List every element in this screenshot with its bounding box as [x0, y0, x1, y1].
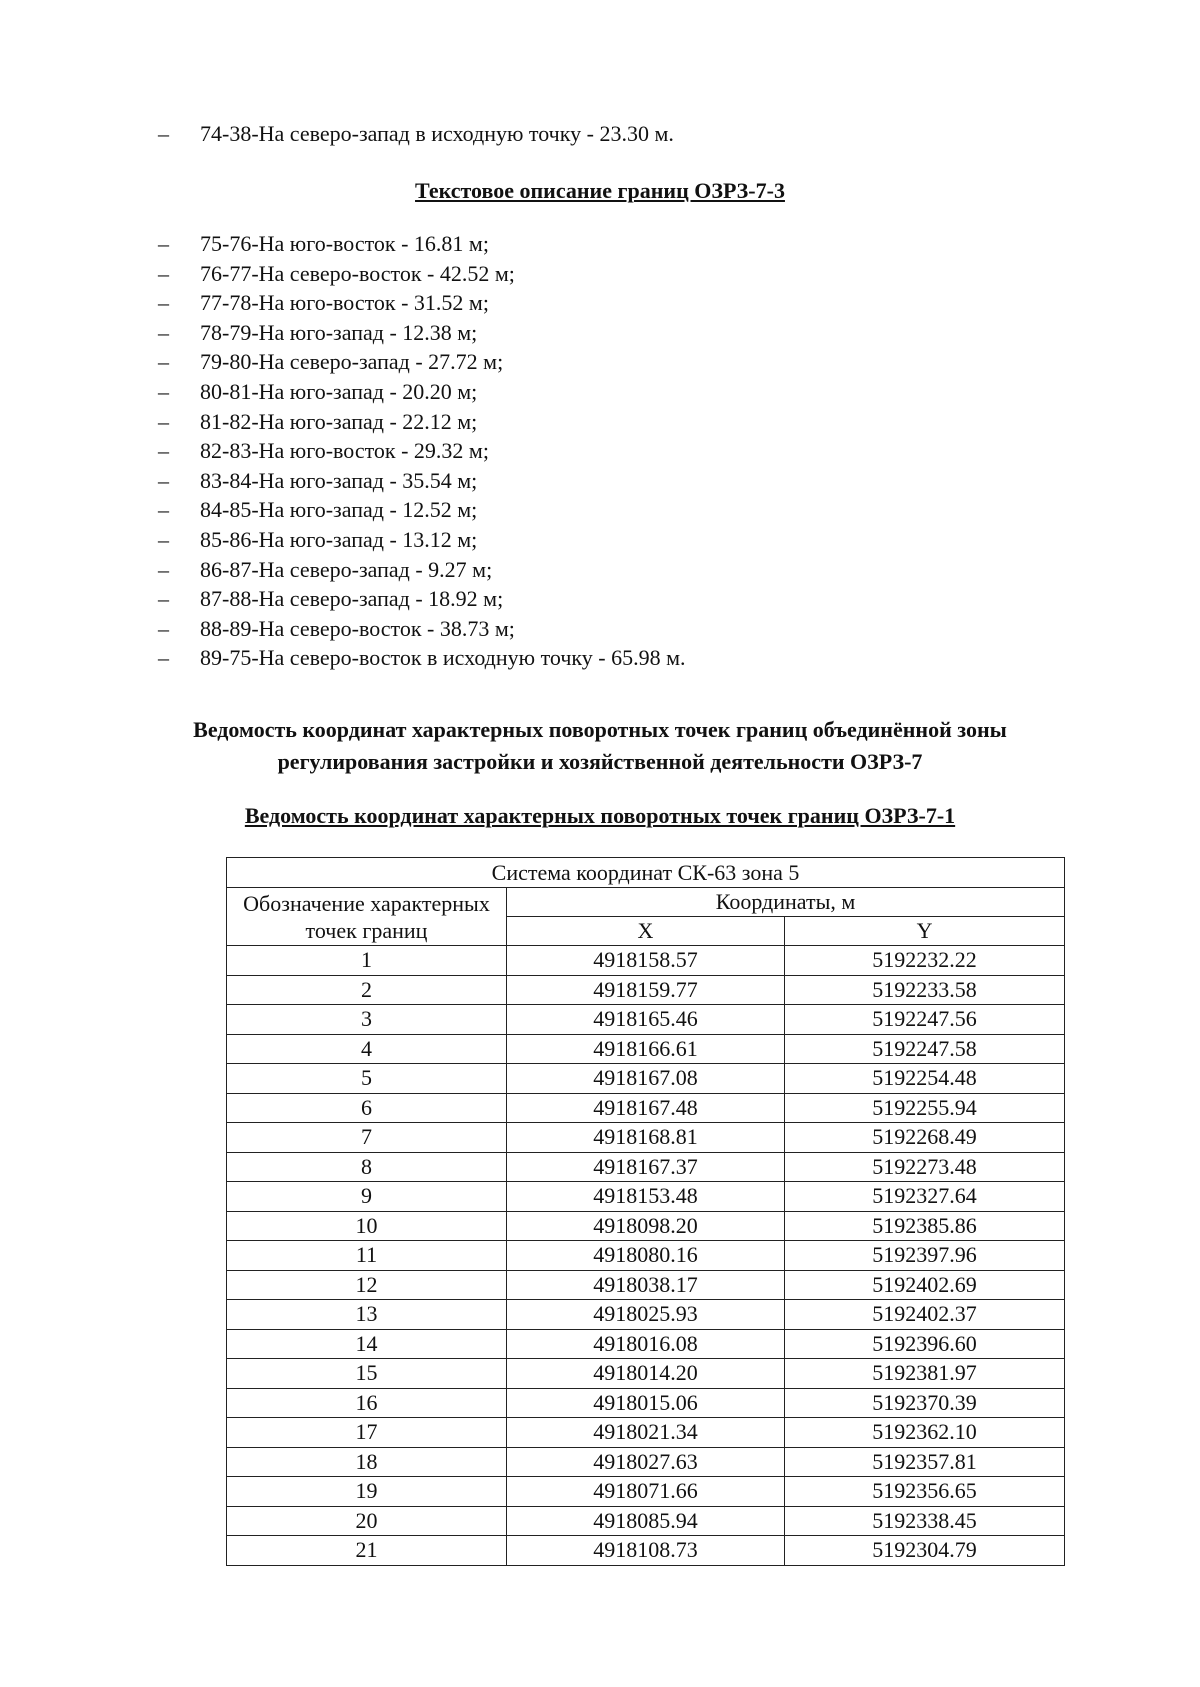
y-coordinate-cell: 5192232.22 — [785, 946, 1065, 976]
x-coordinate-cell: 4918159.77 — [507, 975, 785, 1005]
boundary-list-item — [155, 495, 686, 525]
boundary-list-item-text: 78-79-На юго-запад - 12.38 м; — [200, 319, 478, 345]
boundary-list-item — [155, 318, 686, 348]
x-coordinate-cell: 4918167.48 — [507, 1093, 785, 1123]
table-row — [227, 1506, 1065, 1536]
x-coordinate-cell: 4918027.63 — [507, 1447, 785, 1477]
y-coordinate-cell: 5192233.58 — [785, 975, 1065, 1005]
y-coordinate-cell: 5192381.97 — [785, 1359, 1065, 1389]
point-number-cell: 10 — [227, 1211, 507, 1241]
table-row — [227, 1388, 1065, 1418]
dash-mark: – — [158, 467, 169, 493]
boundary-list-item-text: 86-87-На северо-запад - 9.27 м; — [200, 556, 493, 582]
dash-mark: – — [158, 526, 169, 552]
y-coordinate-cell: 5192273.48 — [785, 1152, 1065, 1182]
dash-mark: – — [158, 231, 169, 256]
point-label-header-line2: точек границ — [305, 917, 428, 943]
intro-item — [155, 119, 674, 149]
dash-mark: – — [158, 615, 169, 641]
y-coordinate-cell: 5192338.45 — [785, 1506, 1065, 1536]
y-coordinate-cell: 5192357.81 — [785, 1447, 1065, 1477]
point-number-cell: 1 — [227, 946, 507, 976]
boundary-list-item-text: 79-80-На северо-запад - 27.72 м; — [200, 349, 504, 375]
table-row — [227, 1329, 1065, 1359]
table-row — [227, 1536, 1065, 1566]
y-coordinate-cell: 5192402.69 — [785, 1270, 1065, 1300]
table-row — [227, 1359, 1065, 1389]
table-row — [227, 1123, 1065, 1153]
point-number-cell: 11 — [227, 1241, 507, 1271]
x-coordinate-cell: 4918108.73 — [507, 1536, 785, 1566]
y-coordinate-cell: 5192396.60 — [785, 1329, 1065, 1359]
point-number-cell: 21 — [227, 1536, 507, 1566]
boundary-list-item-text: 85-86-На юго-запад - 13.12 м; — [200, 526, 478, 552]
boundary-list-item-text: 88-89-На северо-восток - 38.73 м; — [200, 615, 515, 641]
y-coordinate-cell: 5192268.49 — [785, 1123, 1065, 1153]
main-heading-line2: регулирования застройки и хозяйственной деятельности ОЗРЗ-7 — [277, 749, 923, 774]
y-coordinate-cell: 5192356.65 — [785, 1477, 1065, 1507]
point-number-cell: 6 — [227, 1093, 507, 1123]
point-number-cell: 8 — [227, 1152, 507, 1182]
table-row — [227, 1270, 1065, 1300]
point-number-cell: 2 — [227, 975, 507, 1005]
point-number-cell: 18 — [227, 1447, 507, 1477]
boundary-list-item-text: 84-85-На юго-запад - 12.52 м; — [200, 497, 478, 523]
y-coordinate-cell: 5192362.10 — [785, 1418, 1065, 1448]
point-number-cell: 4 — [227, 1034, 507, 1064]
boundary-list-item — [155, 288, 686, 318]
point-label-header — [227, 888, 507, 946]
boundary-list-item — [155, 229, 686, 259]
table-row — [227, 1005, 1065, 1035]
ozrz-7-3-boundary-list — [155, 229, 686, 673]
boundary-list-item-text: 82-83-На юго-восток - 29.32 м; — [200, 438, 489, 464]
table-row — [227, 1093, 1065, 1123]
boundary-list-item — [155, 555, 686, 585]
dash-mark: – — [158, 438, 169, 464]
boundary-list-item — [155, 614, 686, 644]
dash-mark: – — [158, 378, 169, 404]
point-number-cell: 7 — [227, 1123, 507, 1153]
boundary-list-item — [155, 347, 686, 377]
table-row — [227, 1034, 1065, 1064]
point-number-cell: 14 — [227, 1329, 507, 1359]
point-number-cell: 15 — [227, 1359, 507, 1389]
dash-mark: – — [158, 408, 169, 434]
x-coordinate-cell: 4918158.57 — [507, 946, 785, 976]
dash-mark: – — [158, 497, 169, 523]
coordinate-system-header: Система координат СК-63 зона 5 — [227, 858, 1065, 888]
table-row — [227, 1152, 1065, 1182]
point-number-cell: 17 — [227, 1418, 507, 1448]
dash-mark: – — [158, 319, 169, 345]
x-coordinate-cell: 4918021.34 — [507, 1418, 785, 1448]
dash-mark: – — [158, 260, 169, 286]
x-coordinate-cell: 4918080.16 — [507, 1241, 785, 1271]
main-heading — [120, 714, 1080, 778]
point-number-cell: 5 — [227, 1064, 507, 1094]
y-coordinate-cell: 5192327.64 — [785, 1182, 1065, 1212]
y-coordinate-cell: 5192385.86 — [785, 1211, 1065, 1241]
x-coordinate-cell: 4918098.20 — [507, 1211, 785, 1241]
coordinates-header: Координаты, м — [507, 888, 1065, 917]
boundary-list-item — [155, 643, 686, 673]
boundary-list-item — [155, 259, 686, 289]
dash-mark: – — [158, 556, 169, 582]
boundary-list-item-text: 87-88-На северо-запад - 18.92 м; — [200, 586, 504, 612]
intro-item-text: 74-38-На северо-запад в исходную точку - 23.30 м. — [200, 121, 674, 146]
boundary-list-item — [155, 466, 686, 496]
x-coordinate-cell: 4918165.46 — [507, 1005, 785, 1035]
boundary-list-item-text: 83-84-На юго-запад - 35.54 м; — [200, 467, 478, 493]
x-coordinate-cell: 4918015.06 — [507, 1388, 785, 1418]
table-row — [227, 1182, 1065, 1212]
table-row — [227, 1300, 1065, 1330]
y-coordinate-cell: 5192247.56 — [785, 1005, 1065, 1035]
table-row — [227, 1241, 1065, 1271]
main-heading-line1: Ведомость координат характерных поворотных точек границ объединённой зоны — [193, 717, 1007, 742]
coordinates-table-body — [227, 946, 1065, 1566]
table-row — [227, 1418, 1065, 1448]
y-coordinate-cell: 5192304.79 — [785, 1536, 1065, 1566]
y-coordinate-cell: 5192254.48 — [785, 1064, 1065, 1094]
table-row — [227, 1477, 1065, 1507]
point-number-cell: 12 — [227, 1270, 507, 1300]
table-row — [227, 1064, 1065, 1094]
table-row — [227, 946, 1065, 976]
x-coordinate-cell: 4918071.66 — [507, 1477, 785, 1507]
x-coordinate-cell: 4918025.93 — [507, 1300, 785, 1330]
x-coordinate-cell: 4918168.81 — [507, 1123, 785, 1153]
y-coordinate-cell: 5192370.39 — [785, 1388, 1065, 1418]
x-coordinate-cell: 4918167.37 — [507, 1152, 785, 1182]
dash-mark: – — [158, 586, 169, 612]
section-ozrz-7-3-title: Текстовое описание границ ОЗРЗ-7-3 — [415, 178, 785, 203]
point-number-cell: 13 — [227, 1300, 507, 1330]
point-number-cell: 9 — [227, 1182, 507, 1212]
dash-mark: – — [158, 645, 169, 671]
x-coordinate-cell: 4918153.48 — [507, 1182, 785, 1212]
dash-mark: – — [158, 290, 169, 316]
y-column-header: Y — [785, 917, 1065, 946]
boundary-list-item — [155, 436, 686, 466]
boundary-list-item-text: 81-82-На юго-запад - 22.12 м; — [200, 408, 478, 434]
y-coordinate-cell: 5192255.94 — [785, 1093, 1065, 1123]
section-ozrz-7-1-title: Ведомость координат характерных поворотных точек границ ОЗРЗ-7-1 — [244, 803, 956, 828]
dash-mark: – — [158, 349, 169, 375]
y-coordinate-cell: 5192397.96 — [785, 1241, 1065, 1271]
y-coordinate-cell: 5192402.37 — [785, 1300, 1065, 1330]
y-coordinate-cell: 5192247.58 — [785, 1034, 1065, 1064]
dash-mark: – — [158, 121, 169, 146]
boundary-list-item-text: 77-78-На юго-восток - 31.52 м; — [200, 290, 489, 316]
boundary-list-item — [155, 525, 686, 555]
boundary-list-item-text: 80-81-На юго-запад - 20.20 м; — [200, 378, 478, 404]
x-column-header: X — [507, 917, 785, 946]
point-number-cell: 16 — [227, 1388, 507, 1418]
boundary-list-item — [155, 584, 686, 614]
point-label-header-line1: Обозначение характерных — [243, 890, 490, 916]
x-coordinate-cell: 4918167.08 — [507, 1064, 785, 1094]
x-coordinate-cell: 4918038.17 — [507, 1270, 785, 1300]
point-number-cell: 3 — [227, 1005, 507, 1035]
boundary-list-item-text: 89-75-На северо-восток в исходную точку - 65.98 м. — [200, 645, 686, 671]
x-coordinate-cell: 4918166.61 — [507, 1034, 785, 1064]
point-number-cell: 20 — [227, 1506, 507, 1536]
boundary-list-item-text: 76-77-На северо-восток - 42.52 м; — [200, 260, 515, 286]
intro-list — [155, 119, 674, 149]
table-row — [227, 975, 1065, 1005]
point-number-cell: 19 — [227, 1477, 507, 1507]
boundary-list-item — [155, 377, 686, 407]
table-row — [227, 1211, 1065, 1241]
table-row — [227, 1447, 1065, 1477]
x-coordinate-cell: 4918085.94 — [507, 1506, 785, 1536]
x-coordinate-cell: 4918014.20 — [507, 1359, 785, 1389]
x-coordinate-cell: 4918016.08 — [507, 1329, 785, 1359]
coordinates-table — [226, 857, 1065, 1566]
boundary-list-item — [155, 407, 686, 437]
boundary-list-item-text: 75-76-На юго-восток - 16.81 м; — [200, 231, 489, 256]
